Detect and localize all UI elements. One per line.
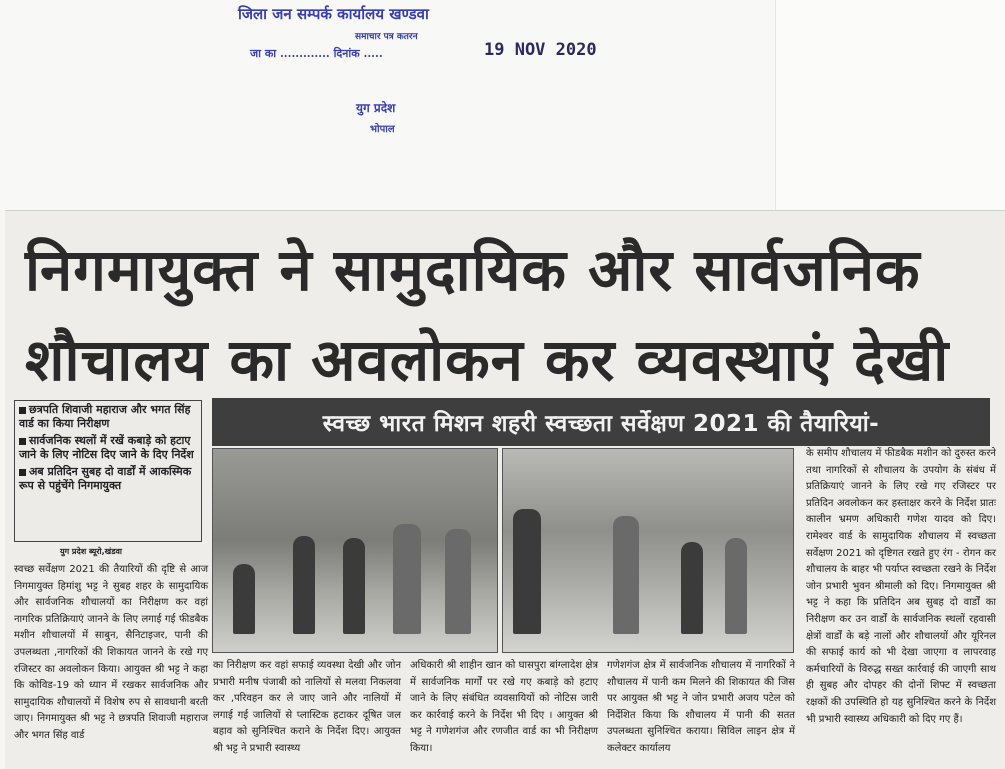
highlight-item bbox=[19, 403, 197, 431]
highlight-text: छत्रपति शिवाजी महाराज और भगत सिंह वार्ड का किया निरीक्षण bbox=[19, 403, 191, 430]
highlight-text: सार्वजनिक स्थलों में रखें कबाड़े को हटाए जाने के लिए नोटिस दिए जाने के दिए निर्देश bbox=[19, 434, 194, 461]
article-column-3: अधिकारी श्री शाहीन खान को घासपुरा बांग्लादेश क्षेत्र में सार्वजनिक मार्गों पर रखे गए कबाड़े को हटाए जाने के लिए संबंधित व्यवसायियों को नोटिस जारी कर कार्रवाई करने के निर्देश भी दिए । आयुक्त श्री भट्ट ने गणेशगंज और रणजीत वार्ड का भी निरीक्षण किया। bbox=[410, 660, 598, 754]
highlights-box bbox=[14, 400, 202, 542]
person-figure bbox=[393, 524, 421, 634]
newspaper-name: युग प्रदेश bbox=[356, 101, 396, 115]
bullet-icon bbox=[19, 469, 26, 476]
article-column-4: गणेशगंज क्षेत्र में सार्वजनिक शौचालय में नागरिकों ने शौचालय में पानी कम मिलने की शिकायत की जिस पर आयुक्त श्री भट्ट ने जोन प्रभारी अजय पटेल को निर्देशित किया कि शौचालय में पानी की सतत उपलब्धता सुनिश्चित कराया। सिविल लाइन क्षेत्र में कलेक्टर कार्यालय bbox=[607, 660, 795, 754]
highlight-text: अब प्रतिदिन सुबह दो वार्डों में आकस्मिक रूप से पहुंचेंगे निगमायुक्त bbox=[19, 465, 192, 492]
headline-line-1: निगमायुक्त ने सामुदायिक और सार्वजनिक bbox=[25, 236, 921, 304]
sheet-right-strip bbox=[775, 0, 1005, 210]
office-stamp-line: जा का ............. दिनांक ..... bbox=[250, 47, 383, 60]
headline-line-2: शौचालय का अवलोकन कर व्यवस्थाएं देखी bbox=[25, 326, 950, 394]
article-column-1: स्वच्छ सर्वेक्षण 2021 की तैयारियों की दृष्टि से आज निगमायुक्त हिमांशु भट्ट ने सुबह शहर के सामुदायिक और सार्वजनिक शौचालयों का निरीक्षण कर वहां नागरिक प्रतिक्रियाएं जानने के लिए लगाई गई फीडबैक मशीन शौचालयों में साबुन, सैनिटाइजर, पानी की उपलब्धता ,नागरिकों की शिकायत जानने के रखे गए रजिस्टर का अवलोकन किया। आयुक्त श्री भट्ट ने कहा कि कोविड-19 को ध्यान में रखकर सार्वजनिक और सामुदायिक शौचालयों में विशेष रुप से सावधानी बरती जाए। निगमायुक्त श्री भट्ट ने छत्रपति शिवाजी महाराज और भगत सिंह वार्ड bbox=[14, 564, 208, 741]
highlight-item bbox=[19, 465, 197, 493]
person-figure bbox=[293, 536, 315, 634]
person-figure bbox=[343, 538, 365, 634]
highlight-item bbox=[19, 434, 197, 462]
person-figure bbox=[445, 529, 471, 634]
article-column-2: का निरीक्षण कर वहां सफाई व्यवस्था देखी और जोन प्रभारी मनीष पंजाबी को नालियों से मलवा निकलवा कर ,परिवहन कर ले जाए जाने और नालियों में लगाई गई जालियों से प्लास्टिक हटाकर दूषित जल बहाव को सुनिश्चित कराने के निर्देश दिए। आयुक्त श्री भट्ट ने प्रभारी स्वास्थ्य bbox=[213, 660, 401, 754]
photo-inspection-1 bbox=[212, 448, 498, 653]
bullet-icon bbox=[19, 407, 26, 414]
person-figure bbox=[513, 509, 541, 634]
section-banner: स्वच्छ भारत मिशन शहरी स्वच्छता सर्वेक्षण 2021 की तैयारियां- bbox=[212, 398, 990, 446]
newspaper-city: भोपाल bbox=[370, 124, 395, 135]
person-figure bbox=[681, 542, 703, 634]
person-figure bbox=[233, 564, 255, 634]
bullet-icon bbox=[19, 438, 26, 445]
person-figure bbox=[613, 516, 639, 634]
article-column-5: के समीप शौचालय में फीडबैक मशीन को दुरुस्त करने तथा नागरिकों से शौचालय के उपयोग के संबंध में प्रतिक्रियाएं जानने के लिए रखे गए रजिस्टर पर प्रतिदिन अवलोकन कर हस्ताक्षर करने के निर्देश प्रातः कालीन भ्रमण अधिकारी गणेश यादव को दिए। रामेश्वर वार्ड के सामुदायिक शौचालय में स्वच्छता सर्वेक्षण 2021 को दृष्टिगत रखते हुए रंग - रोगन कर शौचालय के बाहर भी पर्याप्त स्वच्छता रखने के निर्देश जोन प्रभारी भुवन श्रीमाली को दिए। निगमायुक्त श्री भट्ट ने कहा कि प्रतिदिन अब सुबह दो वार्डों का निरीक्षण कर उन वार्डों के सार्वजनिक स्थलों रहवासी क्षेत्रों वार्डों के बड़े नालों और शौचालयों और यूरिनल की सफाई कार्य को भी देखा जाएगा व लापरवाह कर्मचारियों के विरुद्ध सख्त कार्रवाई की जाएगी साथ ही सुबह और दोपहर की दोनों शिफ्ट में स्वच्छता रक्षकों की उपस्थिति हो यह सुनिश्चित करने के निर्देश भी प्रभारी स्वास्थ्य अधिकारी को दिए गए हैं। bbox=[806, 448, 996, 725]
clipping-date: 19 NOV 2020 bbox=[484, 40, 597, 60]
photo-inspection-2 bbox=[502, 448, 794, 653]
office-stamp-title: जिला जन सम्पर्क कार्यालय खण्डवा bbox=[238, 5, 429, 23]
byline: युग प्रदेश ब्यूरो,खंडवा bbox=[60, 547, 123, 556]
office-stamp-section: समाचार पत्र कतरन bbox=[355, 32, 418, 42]
person-figure bbox=[725, 538, 747, 634]
